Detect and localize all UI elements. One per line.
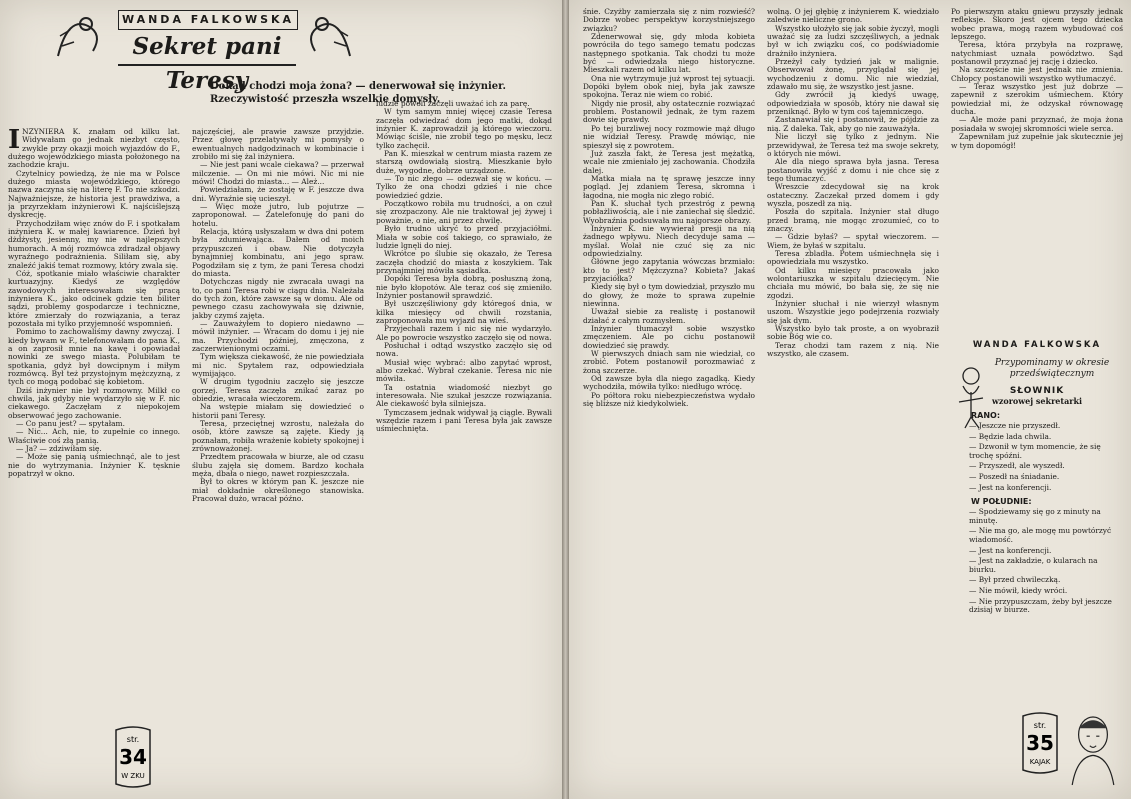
- paragraph: Po tej burzliwej nocy rozmowie mąż długo nie widział Teresy. Prawdę mówiąc, nie spieszył się z powrotem.: [583, 123, 755, 150]
- badge-left-suffix: W ZKU: [121, 772, 145, 780]
- paragraph: Pan K. mieszkał w centrum miasta razem ze starszą owdowiałą siostrą. Mieszkanie było duże, wygodne, dobrze urządzone.: [376, 149, 552, 175]
- list-item: — Jeszcze nie przyszedł.: [969, 421, 1061, 430]
- paragraph: Musiał więc wybrać: albo zapytać wprost, albo czekać. Wybrał czekanie. Teresa nic nie mówiła.: [376, 357, 552, 384]
- paragraph: Gdy zwrócił ją kiedyś uwagę, odpowiedziała w sposób, który nie dawał się przeniknąć. Było w tym coś tajemniczego.: [767, 90, 939, 117]
- right-column-3: [951, 8, 1123, 338]
- paragraph: Po pierwszym ataku gniewu przyszły jednak refleksje. Skoro jest ojcem tego dziecka wobec prawa, mogą razem wybudować coś lepszego.: [951, 8, 1123, 42]
- paragraph: Od kilku miesięcy pracowała jako wolontariuszka w szpitalu dziecięcym. Nie chciała mu mówić, bo bała się, że się nie zgodzi.: [767, 265, 939, 300]
- paragraph: Wkrótce po ślubie się okazało, że Teresa zaczęła chodzić do miasta z koszykiem. Tak przynajmniej mówiła sąsiadka.: [376, 249, 552, 275]
- paragraph: Po półtora roku niebezpieczeństwa wydało się bliższe niż kiedykolwiek.: [583, 390, 755, 409]
- dictionary-title: SŁOWNIK: [1009, 386, 1065, 396]
- paragraph: Już zaszła fakt, że Teresa jest mężatką, wcale nie zmieniało jej zachowania. Chodziła dalej.: [583, 148, 755, 175]
- dictionary-heading: Przypominamy w okresie przedświątecznym: [994, 358, 1110, 379]
- paragraph: najczęściej, ale prawie zawsze przyjdzie. Przez głowę przelatywały mi pomysły o ewentualnych nadgodzinach w kombinacie i zrobiło mi się żal inżyniera.: [192, 128, 364, 162]
- paragraph: ludzie powoli zaczęli uważać ich za parę.: [376, 100, 530, 108]
- paragraph: Dotychczas nigdy nie zwracała uwagi na to, co pani Teresa robi w ciągu dnia. Należała do tych żon, które zawsze są w domu. Ale od pewnego czasu zachowywała się dziwnie, jakby czymś zajęta.: [192, 277, 364, 320]
- list-item: — Dzwonił w tym momencie, że się trochę spóźni.: [969, 442, 1101, 460]
- page-gutter: [562, 0, 569, 799]
- paragraph: Ona nie wytrzymuje już wprost tej sytuacji. Dopóki byłem obok niej, była jak zawsze spokojna. Teraz nie wiem co robić.: [583, 73, 755, 100]
- dictionary-subtitle: wzorowej sekretarki: [991, 396, 1083, 406]
- paragraph: W tym samym mniej więcej czasie Teresa zaczęła odwiedzać dom jego matki, dokąd inżynier K. zaprowadził ją którego wieczoru. Mówiąc ściśle, nie zrobił tego po męsku, lecz tylko zachęcił.: [376, 107, 552, 150]
- paragraph: Posłuchał i odtąd wszystko zaczęło się od nowa.: [376, 340, 552, 359]
- paragraph: — Ale może pani przyznać, że moja żona posiadała w swojej skromności wiele serca.: [951, 115, 1123, 133]
- badge-left-prefix: str.: [126, 735, 140, 744]
- paragraph: Przychodziłam więc znów do F. i spotkałam inżyniera K. w małej kawiarence. Dzień był dżdżysty, jesienny, my nie w najlepszych humorach. A mój rozmówca zdradzał objawy wyraźnego podrażnienia. Siliłam się, aby znaleźć jakiś temat rozmowy, który zwala się.: [8, 218, 180, 270]
- paragraph: Tymczasem jednak widywał ją ciągle. Bywali wszędzie razem i pani Teresa była jak zawsze uśmiechnięta.: [376, 407, 552, 434]
- badge-left-number: 34: [119, 745, 147, 769]
- list-item: — Jest na zakładzie, o kularach na biurku.: [969, 556, 1098, 574]
- paragraph: Matka miała na tę sprawę jeszcze inny pogląd. Jej zdaniem Teresa, skromna i łagodna, nie mogła nic złego robić.: [583, 173, 755, 200]
- left-page: [0, 0, 562, 799]
- badge-right-prefix: str.: [1033, 721, 1047, 730]
- author-signature: WANDA FALKOWSKA: [972, 340, 1102, 350]
- paragraph: Zapewniłam już zupełnie jak skutecznie jej w tym dopomógł!: [951, 132, 1123, 150]
- dictionary-afternoon-label: W POŁUDNIE:: [971, 497, 1032, 507]
- left-column-1: [8, 128, 180, 768]
- portrait-illustration-icon: [1061, 702, 1125, 792]
- list-item: — Poszedł na śniadanie.: [969, 471, 1060, 481]
- paragraph: Kiedy się był o tym dowiedział, przyszło mu do głowy, że może to sprawa zupełnie niewinna.: [583, 282, 755, 309]
- article-title: Sekret pani Teresy: [118, 30, 296, 66]
- paragraph: Inżynier K. nie wywierał presji na nią żadnego wpływu. Niech decyduje sama — myślał. Wolał nie czuć się za nic odpowiedzialny.: [583, 223, 755, 258]
- paragraph: Czytelnicy powiedzą, że nie ma w Polsce dużego miasta wojewódzkiego, którego nazwa zaczyna się na literę F. To nie szkodzi. Najważniejsze, że historia jest prawdziwa, a ja przyrzekłam inżynierowi K. najściślejszą dyskrecję.: [8, 168, 180, 220]
- paragraph: Poszła do szpitala. Inżynier stał długo przed bramą, nie mogąc zrozumieć, co to znaczy.: [767, 207, 939, 233]
- badge-right-suffix: KAJAK: [1029, 758, 1051, 766]
- list-item: — Będzie lada chwila.: [969, 431, 1052, 441]
- paragraph: — Więc może jutro, lub pojutrze — zaproponował. — Zatelefonuję do pani do hotelu.: [192, 202, 364, 228]
- paragraph: — Zauważyłem to dopiero niedawno — mówił inżynier. — Wracam do domu i jej nie ma. Przychodzi później, zmęczona, z zaczerwienionymi oczami.: [192, 318, 364, 353]
- paragraph: — Teraz wszystko jest już dobrze — zapewnił z szerokim uśmiechem. Który powiedział mi, że odzyskał równowagę ducha.: [951, 82, 1123, 117]
- paragraph: Ta ostatnia wiadomość niezbyt go interesowała. Nie szukał jeszcze rozwiązania. Ale ciekawość była silniejsza.: [376, 382, 552, 409]
- page-number-badge-left: [112, 726, 154, 788]
- paragraph: W pierwszych dniach sam nie wiedział, co zrobić. Potem postanowił porozmawiać z żoną szczerze.: [583, 349, 755, 375]
- left-column-2: [192, 128, 364, 794]
- paragraph: Relacja, którą usłyszałam w dwa dni potem była zdumiewająca. Dałem od moich przypuszczeń i obaw. Nie dotyczyła bynajmniej kombinatu, ani jego spraw. Pogodziłam się z tym, że pani Teresa chodzi do miasta.: [192, 227, 364, 278]
- right-page: [569, 0, 1131, 799]
- decorative-figure-left-icon: [48, 6, 108, 66]
- list-item: — Nie mówił, kiedy wróci.: [969, 585, 1068, 595]
- right-column-1: [583, 8, 755, 794]
- paragraph: śnie. Czyżby zamierzała się z nim rozwieść? Dobrze wobec perspektyw korzystniejszego związku?: [583, 8, 755, 33]
- paragraph: Cóż, spotkanie miało właściwie charakter kurtuazyjny. Kiedyś ze względów zawodowych interesowałam się pracą inżyniera K., jako odcinek gdzie ten biliter sądzi, problemy gospodarcze i techniczne, które zmierzały do rozwiązania, a teraz pozostała mi tylko przyjemność wspomnień.: [8, 268, 180, 328]
- left-column-3: [376, 100, 552, 794]
- page-number-badge-right: [1019, 712, 1061, 774]
- paragraph: Początkowo robiła mu trudności, a on czuł się zrozpaczony. Ale nie traktował jej żywej i poważnie, o nie, ani przez chwilę.: [376, 199, 552, 225]
- paragraph: Dopóki Teresa była dobrą, posłuszną żoną, nie było kłopotów. Ale teraz coś się zmieniło. Inżynier postanowił sprawdzić.: [376, 274, 552, 300]
- paragraph: Zastanawiał się i postanowił, że pójdzie za nią. Z daleka. Tak, aby go nie zauważyła.: [767, 115, 939, 133]
- paragraph: Na szczęście nie jest jednak nie zmienia. Chłopcy postanowili wszystko wytłumaczyć.: [951, 65, 1123, 83]
- paragraph: Inżynier słuchał i nie wierzył własnym uszom. Wszystkie jego podejrzenia rozwiały się jak dym.: [767, 299, 939, 325]
- list-item: — Był przed chwileczką.: [969, 575, 1061, 585]
- paragraph: Wszystko ułożyło się jak sobie życzył, mogli uważać się za ludzi szczęśliwych, a jednak był w ich związku coś, co podświadomie drażniło inżyniera.: [767, 23, 939, 58]
- decorative-figure-right-icon: [300, 6, 360, 66]
- article-lede: Dokąd chodzi moja żona? — denerwował się inżynier. Rzeczywistość przeszła wszelkie domysły.: [210, 81, 507, 105]
- paragraph: Teraz chodzi tam razem z nią. Nie wszystko, ale czasem.: [767, 340, 939, 359]
- paragraph: Przeżył cały tydzień jak w malignie. Obserwował żonę, przyglądał się jej wychodzeniu z domu. Nic nie wiedział, zdawało mu się, że wszystko jest jasne.: [767, 57, 939, 92]
- paragraph: Tym większa ciekawość, że nie powiedziała mi nic. Spytałem raz, odpowiedziała wymijająco.: [192, 352, 364, 378]
- paragraph: Zdenerwował się, gdy młoda kobieta powróciła do tego samego tematu podczas następnego spotkania. Tak chodzi tu może być — odwiedzała niego historyczne. Mieszkali razem od kilku lat.: [583, 32, 755, 75]
- paragraph: Teresa, która przybyła na rozprawę, natychmiast uznała powództwo. Sąd postanowił przyznać jej rację i dziecko.: [951, 40, 1123, 67]
- paragraph: Przedtem pracowała w biurze, ale od czasu ślubu zajęła się domem. Bardzo kochała męża, dbała o niego, nawet rozpieszczała.: [192, 452, 364, 479]
- paragraph: Teresa, przeciętnej wzrostu, należała do osób, które zawsze są zajęte. Kiedy ją poznałam, robiła wrażenie kobiety spokojnej i zrównoważonej.: [192, 419, 364, 454]
- paragraph: Powiedziałam, że zostaję w F. jeszcze dwa dni. Wyraźnie się ucieszył.: [192, 185, 364, 203]
- paragraph: Uważał siebie za realistę i postanowił działać z całym rozmysłem.: [583, 307, 755, 325]
- paragraph: Wszystko było tak proste, a on wyobraził sobie Bóg wie co.: [767, 324, 939, 342]
- badge-right-number: 35: [1026, 731, 1054, 755]
- paragraph: Od zawsze była dla niego zagadką. Kiedy wychodziła, mówiła tylko: niedługo wrócę.: [583, 374, 755, 392]
- paragraph: Teresa zbladła. Potem uśmiechnęła się i opowiedziała mu wszystko.: [767, 248, 939, 267]
- right-column-2: [767, 8, 939, 794]
- author-banner: WANDA FALKOWSKA: [118, 10, 298, 30]
- paragraph: Przyjechali razem i nic się nie wydarzyło. Ale po powrocie wszystko zaczęło się od nowa.: [376, 324, 552, 342]
- paragraph: W drugim tygodniu zaczęło się jeszcze gorzej. Teresa zaczęła znikać zaraz po obiedzie, wracała wieczorem.: [192, 377, 364, 403]
- paragraph: Pomimo to zachowaliśmy dawny zwyczaj. I kiedy bywam w F., telefonowałam do pana K., a on zaprosił mnie na kawę i opowiadał nowinki ze swego miasta. Polubiłam te spotkania, gdyż był dowcipnym i miłym rozmówcą. Był też przystojnym mężczyzną, z tych co mogą podobać się kobietom.: [8, 327, 180, 387]
- paragraph: Nigdy nie prosił, aby ostatecznie rozwiązać problem. Postanowił jednak, że tym razem dowie się prawdy.: [583, 98, 755, 125]
- paragraph: — Ja? — zdziwiłam się.: [16, 444, 102, 454]
- paragraph: Na wstępie miałam się dowiedzieć o historii pani Teresy.: [192, 402, 364, 420]
- dictionary-morning-label: RANO:: [971, 411, 1001, 420]
- paragraph: Ale dla niego sprawa była jasna. Teresa postanowiła wyjść z domu i nie chce się z tego tłumaczyć.: [767, 157, 939, 183]
- list-item: — Jest na konferencji.: [969, 545, 1052, 555]
- dictionary-morning-list: [951, 422, 1123, 492]
- paragraph: Dziś inżynier nie był rozmowny. Milkł co chwila, jak gdyby nie wydarzyło się w F. nic ciekawego. Zaczęłam z niepokojem obserwować jego zachowanie.: [8, 385, 180, 420]
- list-item: — Nie ma go, ale mogę mu powtórzyć wiadomość.: [969, 526, 1112, 544]
- paragraph: Główne jego zapytania wówczas brzmiało: kto to jest? Mężczyzna? Kobieta? Jakaś przyjaciółka?: [583, 257, 755, 283]
- list-item: — Jest na konferencji.: [969, 482, 1052, 492]
- paragraph: wolną. O jej głębię z inżynierem K. wiedziało zaledwie nieliczne grono.: [767, 8, 939, 25]
- paragraph: Nie liczył się tylko z jednym. Nie przewidywał, że Teresa też ma swoje sekrety, o których nie mówi.: [767, 132, 939, 158]
- paragraph: NŻYNIERA K. znałam od kilku lat. Widywałam go jednak niezbyt często, zwykle przy okazji moich wyjazdów do F., dużego wojewódzkiego miasta położonego na zachodzie kraju.: [8, 128, 180, 170]
- drop-cap: I: [8, 128, 21, 155]
- paragraph: Inżynier tłumaczył sobie wszystko zmęczeniem. Ale po cichu postanowił dowiedzieć się prawdy.: [583, 324, 755, 350]
- paragraph: Pan K. słuchał tych przestróg z pewną pobłażliwością, ale i nie zaniechał się śledzić. Wyobraźnia podsuwała mu najgorsze obrazy.: [583, 198, 755, 225]
- paragraph: — To nic złego — odezwał się w końcu. — Tylko że ona chodzi gdzieś i nie chce powiedzieć gdzie.: [376, 174, 552, 200]
- paragraph: — Nie jest pani wcale ciekawa? — przerwał milczenie. — On mi nie mówi. Nic mi nie mówi! Chodzi do miasta... — Ależ...: [192, 160, 364, 187]
- paragraph: — Co panu jest? — spytałam.: [16, 419, 125, 429]
- list-item: — Spodziewamy się go z minuty na minutę.: [969, 507, 1101, 525]
- paragraph: — Może się panią uśmiechnąć, ale to jest nie do wytrzymania. Inżynier K. tęsknie popatrzył w okno.: [8, 452, 180, 479]
- dictionary-box: [951, 358, 1123, 618]
- paragraph: — Nic... Ach, nie, to zupełnie co innego. Właściwie coś złą panią.: [8, 427, 180, 445]
- paragraph: Był uszczęśliwiony gdy któregoś dnia, w kilka miesięcy od chwili rozstania, zaproponowała mu wyjazd na wieś.: [376, 299, 552, 325]
- dictionary-afternoon-list: [951, 508, 1123, 615]
- paragraph: Był to okres w którym pan K. jeszcze nie miał dokładnie określonego stanowiska. Pracował dużo, wracał późno.: [192, 477, 364, 504]
- paragraph: Było trudno ukryć to przed przyjaciółmi. Miała w sobie coś takiego, co sprawiało, że ludzie lgnęli do niej.: [376, 224, 552, 250]
- list-item: — Nie przypuszczam, żeby był jeszcze dzisiaj w biurze.: [969, 596, 1112, 615]
- list-item: — Przyszedł, ale wyszedł.: [969, 461, 1065, 471]
- paragraph: Wreszcie zdecydował się na krok ostateczny. Zaczekał przed domem i gdy wyszła, poszedł za nią.: [767, 182, 939, 208]
- paragraph: — Gdzie byłaś? — spytał wieczorem. — Wiem, że byłaś w szpitalu.: [767, 232, 939, 250]
